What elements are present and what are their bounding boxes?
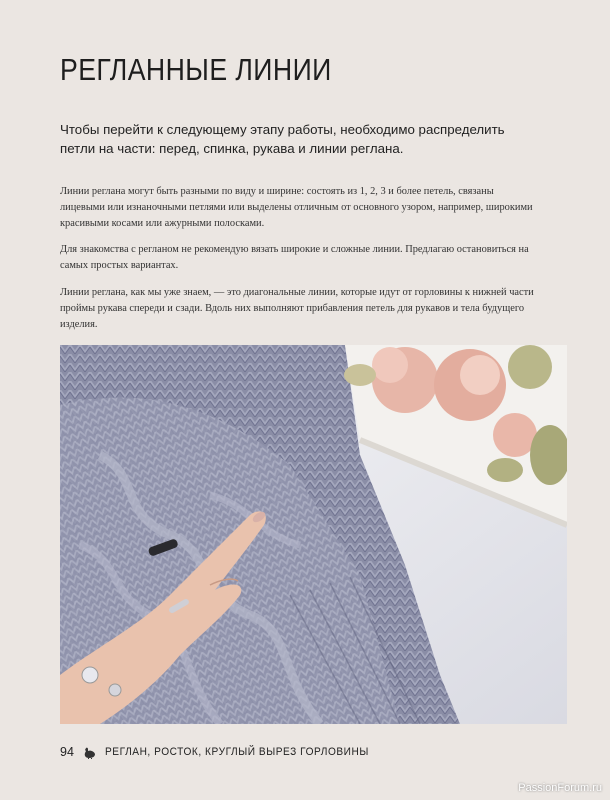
body-paragraph-1: Линии реглана могут быть разными по виду и ширине: состоять из 1, 2, 3 и более петель, связаны лицевыми или изнаночными петлями или выделены отличным от основного узором, например, широкими красивыми косами или ажурными полосками. <box>60 186 533 229</box>
body-paragraph-2: Для знакомства с регланом не рекомендую вязать широкие и сложные линии. Предлагаю остановиться на самых простых вариантах. <box>60 244 529 272</box>
body-text <box>60 184 540 343</box>
hen-icon <box>83 746 96 759</box>
body-paragraph-3: Линии реглана, как мы уже знаем, — это диагональные линии, которые идут от горловины к нижней части проймы рукава спереди и сзади. Вдоль них выполняют прибавления петель для рукавов и тела будущего изделия. <box>60 286 534 330</box>
page-number: 94 <box>60 745 74 759</box>
knitted-sweater-photo <box>60 345 567 724</box>
page-title: РЕГЛАННЫЕ ЛИНИИ <box>60 52 332 87</box>
page-footer <box>60 744 392 760</box>
photo-illustration <box>60 345 567 724</box>
lead-paragraph: Чтобы перейти к следующему этапу работы, необходимо распределить петли на части: перед, спинка, рукава и линии реглана. <box>60 122 505 156</box>
watermark: PassionForum.ru <box>518 782 602 794</box>
section-title: РЕГЛАН, РОСТОК, КРУГЛЫЙ ВЫРЕЗ ГОРЛОВИНЫ <box>104 746 369 758</box>
